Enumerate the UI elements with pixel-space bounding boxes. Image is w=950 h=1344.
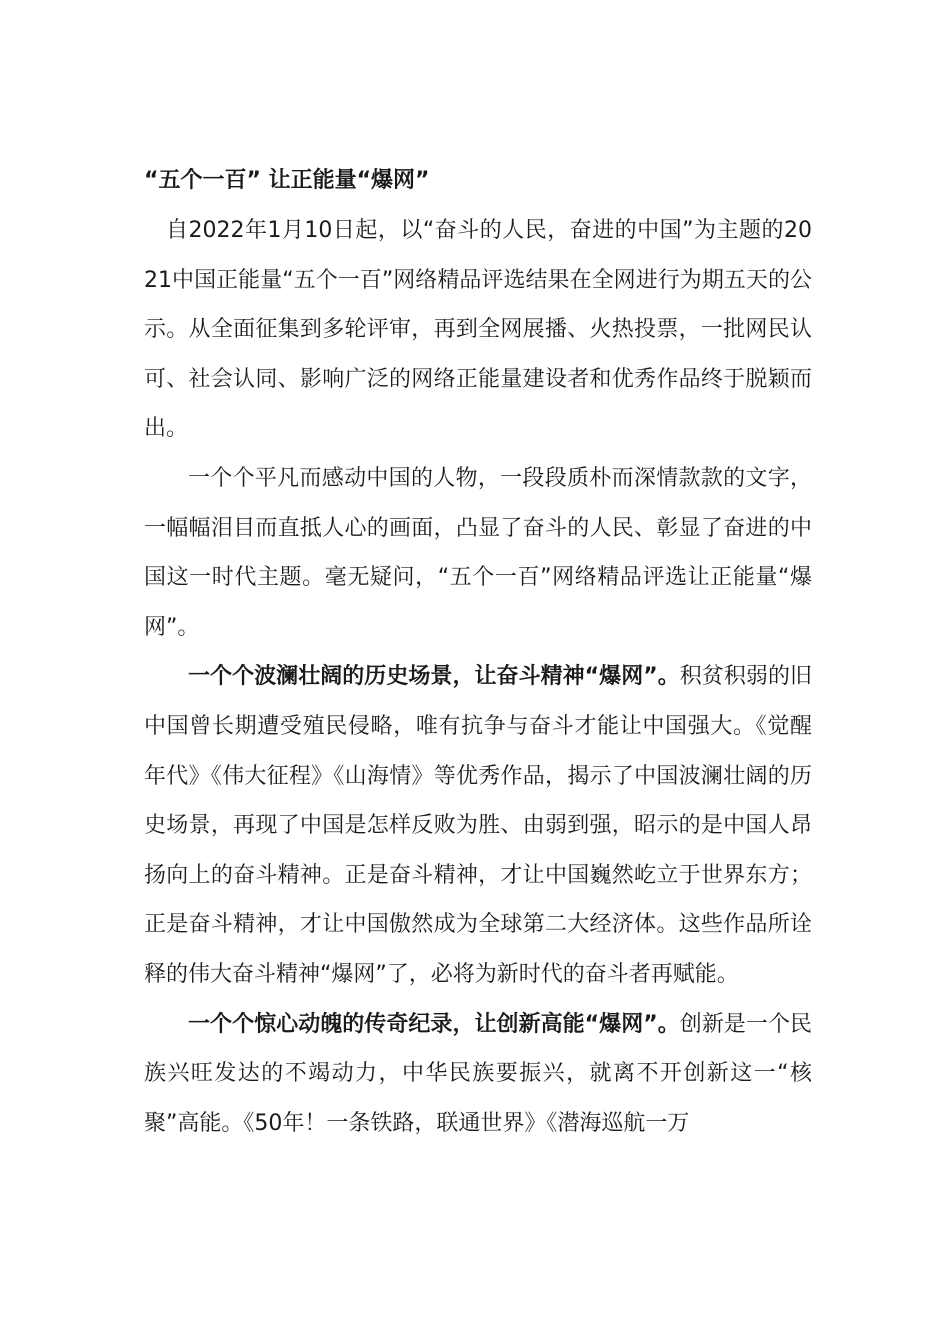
paragraph-2 bbox=[144, 454, 812, 652]
paragraph-3-lead: 一个个波澜壮阔的历史场景，让奋斗精神“爆网”。 bbox=[188, 664, 680, 690]
paragraph-3-text: 积贫积弱的旧中国曾长期遭受殖民侵略，唯有抗争与奋斗才能让中国强大。《觉醒年代》《伟大征程》《山海情》等优秀作品，揭示了中国波澜壮阔的历史场景，再现了中国是怎样反败为胜、由弱到强，昭示的是中国人昂扬向上的奋斗精神。正是奋斗精神，才让中国巍然屹立于世界东方；正是奋斗精神，才让中国傲然成为全球第二大经济体。这些作品所诠释的伟大奋斗精神“爆网”了，必将为新时代的奋斗者再赋能。 bbox=[144, 664, 812, 987]
paragraph-3 bbox=[144, 652, 812, 999]
document-body bbox=[144, 156, 812, 1148]
paragraph-1 bbox=[144, 206, 812, 454]
paragraph-2-text: 一个个平凡而感动中国的人物，一段段质朴而深情款款的文字，一幅幅泪目而直抵人心的画面，凸显了奋斗的人民、彰显了奋进的中国这一时代主题。毫无疑问，“五个一百”网络精品评选让正能量“爆网”。 bbox=[144, 465, 812, 640]
document-title: “五个一百” 让正能量“爆网” bbox=[144, 168, 430, 193]
paragraph-1-text: 自2022年1月10日起，以“奋斗的人民，奋进的中国”为主题的2021中国正能量“五个一百”网络精品评选结果在全网进行为期五天的公示。从全面征集到多轮评审，再到全网展播、火热投票，一批网民认可、社会认同、影响广泛的网络正能量建设者和优秀作品终于脱颖而出。 bbox=[144, 218, 812, 442]
paragraph-4-lead: 一个个惊心动魄的传奇纪录，让创新高能“爆网”。 bbox=[188, 1011, 680, 1037]
paragraph-4 bbox=[144, 1000, 812, 1149]
paragraph-4-text: 创新是一个民族兴旺发达的不竭动力，中华民族要振兴，就离不开创新这一“核聚”高能。《50年！一条铁路，联通世界》《潜海巡航一万 bbox=[144, 1011, 812, 1136]
